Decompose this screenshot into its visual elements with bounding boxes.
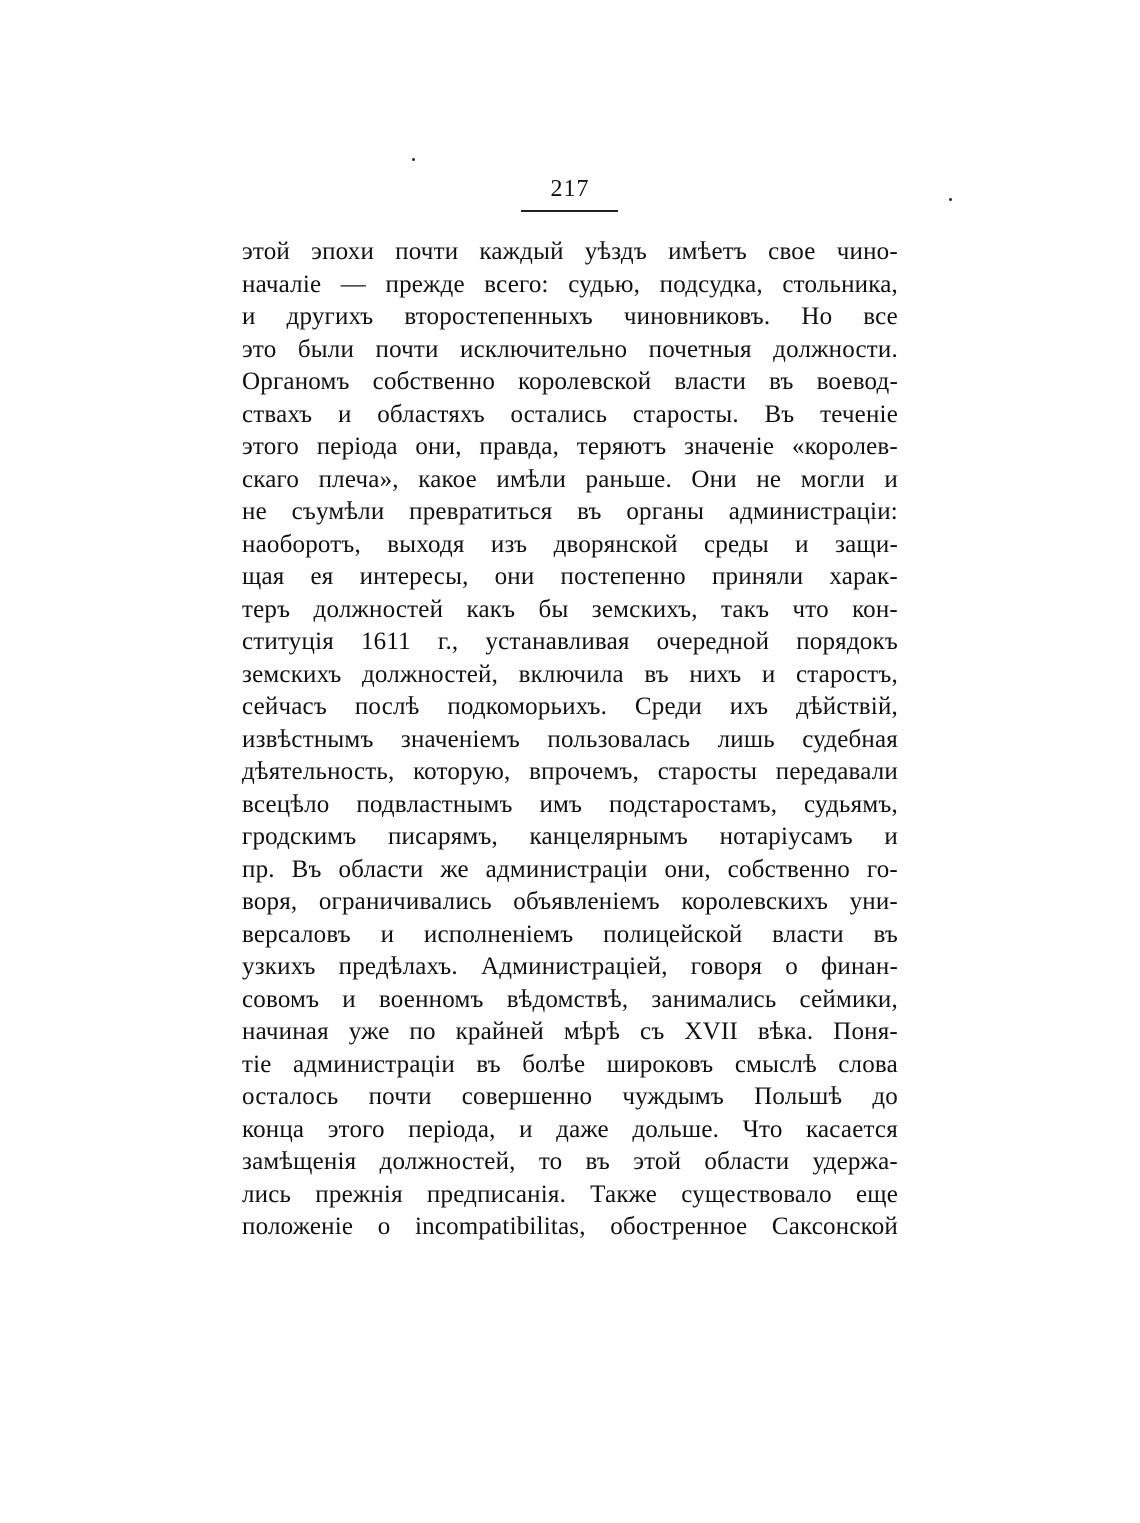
word: канцелярнымъ: [529, 823, 689, 850]
word: что: [792, 595, 829, 623]
word: и: [380, 920, 395, 948]
text-line: [242, 269, 898, 302]
word: въ: [476, 1050, 501, 1078]
word: земскихъ,: [591, 595, 698, 623]
body-text: [242, 236, 898, 1244]
word: періода: [316, 433, 398, 460]
word: старосты.: [632, 400, 739, 428]
word: лишь: [717, 725, 775, 753]
word: подстаростамъ,: [609, 790, 778, 818]
word: этого: [327, 1115, 385, 1143]
word: мѣрѣ: [563, 1018, 621, 1045]
word: остались: [510, 400, 608, 428]
word: го-: [866, 855, 898, 883]
word: дѣйствій,: [796, 693, 898, 720]
word: они,: [415, 433, 462, 460]
text-line: [242, 496, 898, 529]
word: совершенно: [461, 1083, 593, 1110]
print-speck: [412, 158, 415, 161]
word: харак-: [829, 563, 898, 590]
word: такъ: [721, 595, 770, 623]
word: касается: [806, 1115, 898, 1143]
word: впрочемъ,: [529, 758, 640, 785]
text-line: [242, 1016, 898, 1049]
word: которую,: [413, 758, 511, 785]
word: все: [863, 303, 898, 330]
word: они,: [664, 855, 711, 883]
word: писарямъ,: [387, 823, 499, 850]
word: органы: [626, 498, 705, 525]
word: положеніе: [242, 1213, 354, 1240]
word: предписанія.: [426, 1180, 567, 1208]
word: сеймики,: [799, 985, 898, 1013]
word: воевод-: [816, 368, 898, 395]
word: подкоморьихъ.: [447, 693, 608, 720]
word: сейчасъ: [242, 693, 327, 720]
word: замѣщенія: [242, 1148, 357, 1175]
word: осталось: [242, 1083, 339, 1110]
text-line: [242, 691, 898, 724]
word: почти: [368, 1083, 432, 1110]
word: нихъ: [689, 660, 742, 688]
word: воря,: [242, 888, 298, 915]
word: объявленіемъ: [513, 888, 660, 915]
word: incompatibilitas,: [414, 1213, 586, 1240]
word: королевскихъ: [681, 888, 829, 915]
word: же: [440, 855, 469, 883]
word: и: [342, 985, 356, 1013]
word: превратиться: [409, 498, 553, 525]
word: уже: [348, 1018, 390, 1045]
word: болѣе: [522, 1050, 586, 1078]
word: дворянской: [553, 530, 678, 558]
word: Польшѣ: [754, 1083, 843, 1110]
word: имѣли: [496, 465, 567, 493]
word: Администраціей,: [480, 953, 668, 980]
word: свое: [768, 238, 816, 265]
word: имъ: [539, 790, 583, 818]
word: въ: [585, 1148, 611, 1175]
word: администраціи:: [728, 498, 898, 525]
word: королевской: [518, 368, 652, 395]
word: финан-: [821, 953, 898, 980]
word: старосты: [657, 758, 758, 785]
text-line: [242, 1179, 898, 1212]
word: судьямъ,: [804, 790, 898, 818]
word: извѣстнымъ: [242, 725, 374, 753]
word: предѣлахъ.: [338, 953, 458, 980]
word: подвластнымъ: [356, 790, 513, 818]
word: говоря: [690, 953, 763, 980]
word: въ: [873, 920, 898, 948]
word: подсудка,: [659, 270, 763, 298]
word: областяхъ: [377, 400, 485, 428]
word: кон-: [852, 595, 898, 623]
word: удержа-: [812, 1148, 898, 1175]
word: и: [761, 660, 776, 688]
word: должностей,: [361, 660, 499, 688]
word: теряютъ: [576, 433, 667, 460]
word: выходя: [387, 530, 465, 558]
word: вѣка.: [757, 1018, 814, 1045]
word: ституція: [242, 628, 334, 655]
word: прежде: [385, 270, 465, 298]
word: еще: [855, 1180, 898, 1208]
word: изъ: [490, 530, 528, 558]
text-line: [242, 301, 898, 334]
word: исполненіемъ: [423, 920, 574, 948]
word: очередной: [656, 628, 770, 655]
word: приняли: [711, 563, 804, 590]
word: правда,: [479, 433, 560, 460]
text-line: [242, 789, 898, 822]
text-line: [242, 594, 898, 627]
word: Саксонской: [771, 1213, 898, 1240]
word: исключительно: [460, 335, 628, 363]
word: интересы,: [359, 563, 469, 590]
word: почетныя: [648, 335, 752, 363]
word: этой: [633, 1148, 682, 1175]
word: —: [340, 270, 366, 298]
word: начиная: [242, 1018, 329, 1045]
word: до: [872, 1083, 898, 1110]
word: періода,: [408, 1115, 496, 1143]
text-line: [242, 1114, 898, 1147]
word: могли: [800, 465, 865, 493]
word: собственно: [372, 368, 496, 395]
word: скаго: [242, 465, 300, 493]
text-line: [242, 984, 898, 1017]
word: всего:: [484, 270, 549, 298]
word: теченіе: [820, 400, 898, 428]
word: уни-: [849, 888, 898, 915]
text-line: [242, 431, 898, 464]
word: среды: [703, 530, 769, 558]
word: существовало: [681, 1180, 832, 1208]
word: устанавливая: [485, 628, 630, 655]
word: обостренное: [610, 1213, 748, 1240]
word: Среди: [634, 693, 702, 720]
text-line: [242, 886, 898, 919]
word: бы: [538, 595, 569, 623]
word: были: [297, 335, 355, 363]
word: дѣятельность,: [242, 758, 395, 785]
word: почти: [375, 335, 439, 363]
word: военномъ: [378, 985, 484, 1013]
word: Они: [691, 465, 737, 493]
word: теръ: [242, 595, 291, 623]
word: ограничивались: [318, 888, 492, 915]
word: значеніе: [684, 433, 775, 460]
text-line: [242, 1081, 898, 1114]
text-line: [242, 334, 898, 367]
word: судью,: [568, 270, 641, 298]
word: тіе: [242, 1050, 272, 1078]
word: области: [338, 855, 424, 883]
word: пользовалась: [547, 725, 691, 753]
word: широковъ: [606, 1050, 714, 1078]
word: уѣздъ: [584, 238, 647, 265]
word: каждый: [479, 238, 564, 265]
word: послѣ: [354, 693, 420, 720]
word: 1611: [360, 628, 411, 655]
word: нотаріусамъ: [719, 823, 853, 850]
word: лись: [242, 1180, 292, 1208]
word: г.,: [437, 628, 459, 655]
text-line: [242, 236, 898, 269]
text-line: [242, 659, 898, 692]
text-line: [242, 529, 898, 562]
header-rule: [521, 210, 618, 212]
text-line: [242, 756, 898, 789]
word: имѣетъ: [668, 238, 748, 265]
word: началіе: [242, 270, 322, 298]
word: въ: [769, 368, 794, 395]
text-line: [242, 464, 898, 497]
text-line: [242, 821, 898, 854]
word: этого: [242, 433, 299, 460]
word: дольше.: [632, 1115, 720, 1143]
word: Что: [742, 1115, 783, 1143]
word: и: [519, 1115, 533, 1143]
word: администраціи: [485, 855, 648, 883]
word: въ: [577, 498, 602, 525]
word: всецѣло: [242, 790, 330, 818]
word: другихъ: [286, 303, 374, 330]
word: «королев-: [791, 433, 898, 460]
word: прежнія: [315, 1180, 403, 1208]
word: это: [242, 335, 277, 363]
word: о: [377, 1213, 391, 1240]
word: значеніемъ: [400, 725, 521, 753]
word: крайней: [455, 1018, 544, 1045]
word: ихъ: [729, 693, 769, 720]
word: занимались: [651, 985, 777, 1013]
word: передавали: [775, 758, 898, 785]
word: земскихъ: [242, 660, 342, 688]
word: собственно: [727, 855, 851, 883]
word: власти: [772, 920, 844, 948]
word: съ: [640, 1018, 665, 1045]
word: и: [795, 530, 809, 558]
word: какое: [418, 465, 477, 493]
word: порядокъ: [796, 628, 898, 655]
word: стольника,: [782, 270, 898, 298]
word: смыслѣ: [734, 1050, 817, 1078]
word: чуждымъ: [622, 1083, 725, 1110]
text-line: [242, 854, 898, 887]
word: и: [337, 400, 352, 428]
word: должностей,: [379, 1148, 516, 1175]
word: второстепенныхъ: [404, 303, 593, 330]
word: съумѣли: [291, 498, 385, 525]
word: судебная: [802, 725, 898, 753]
word: какъ: [466, 595, 516, 623]
word: Но: [801, 303, 833, 330]
word: даже: [556, 1115, 609, 1143]
word: включила: [518, 660, 624, 688]
word: ея: [310, 563, 334, 590]
word: о: [785, 953, 798, 980]
word: совомъ: [242, 985, 320, 1013]
text-line: [242, 1211, 898, 1244]
text-line: [242, 399, 898, 432]
word: пр.: [242, 855, 275, 883]
word: по: [409, 1018, 436, 1045]
text-line: [242, 919, 898, 952]
word: этой: [242, 238, 291, 265]
word: почти: [395, 238, 459, 265]
word: постепенно: [560, 563, 686, 590]
word: то: [538, 1148, 563, 1175]
word: Также: [590, 1180, 658, 1208]
word: Въ: [764, 400, 795, 428]
text-line: [242, 366, 898, 399]
text-line: [242, 724, 898, 757]
word: узкихъ: [242, 953, 316, 980]
word: гродскимъ: [242, 823, 357, 850]
text-line: [242, 626, 898, 659]
word: администраціи: [292, 1050, 455, 1078]
text-line: [242, 1146, 898, 1179]
word: области: [704, 1148, 790, 1175]
word: защи-: [835, 530, 898, 558]
word: старостъ,: [795, 660, 898, 688]
word: раньше.: [585, 465, 672, 493]
word: не: [242, 498, 267, 525]
text-line: [242, 561, 898, 594]
word: и: [242, 303, 256, 330]
word: и: [884, 465, 898, 493]
word: XVII: [684, 1018, 738, 1045]
word: власти: [674, 368, 747, 395]
word: Органомъ: [242, 368, 350, 395]
word: чиновниковъ.: [623, 303, 771, 330]
text-line: [242, 1049, 898, 1082]
word: должности.: [773, 335, 898, 363]
word: въ: [644, 660, 669, 688]
word: Въ: [291, 855, 322, 883]
word: вѣдомствѣ,: [506, 985, 629, 1013]
word: слова: [838, 1050, 898, 1078]
word: щая: [242, 563, 285, 590]
word: Поня-: [833, 1018, 898, 1045]
word: наоборотъ,: [242, 530, 361, 558]
word: эпохи: [311, 238, 375, 265]
word: плеча»,: [318, 465, 399, 493]
word: версаловъ: [242, 920, 351, 948]
word: конца: [242, 1115, 305, 1143]
page-number: 217: [550, 176, 590, 202]
word: они: [494, 563, 535, 590]
word: полицейской: [603, 920, 743, 948]
word: и: [884, 823, 898, 850]
word: ствахъ: [242, 400, 313, 428]
word: чино-: [836, 238, 898, 265]
word: должностей: [313, 595, 444, 623]
word: не: [756, 465, 782, 493]
text-line: [242, 951, 898, 984]
